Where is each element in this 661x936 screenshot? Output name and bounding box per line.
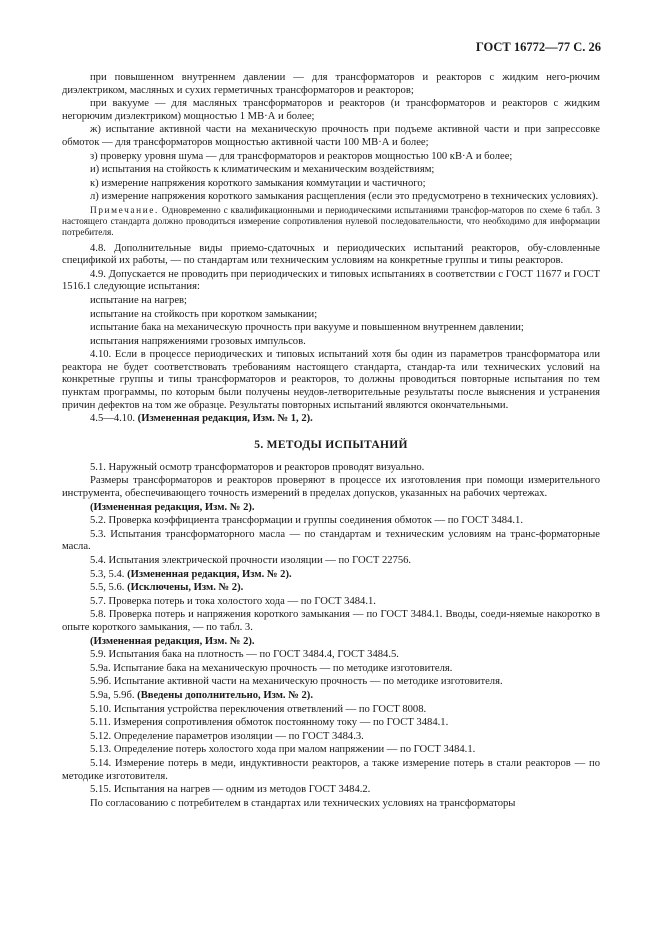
note-label: Примечание. <box>90 205 159 216</box>
list-item-zh: ж) испытание активной части на механическую прочность при подъеме активной части и при запрессовке обмоток — для трансформаторов мощностью активной части 100 МВ·А и более; <box>62 124 600 148</box>
paragraph: при повышенном внутреннем давлении — для трансформаторов и реакторов с жидким него-рючим диэлектриком, масляных и сухих герметичных трансформаторов и реакторов; <box>62 72 600 96</box>
amendment-ref: 4.5—4.10. <box>90 413 138 425</box>
clause-5-7: 5.7. Проверка потерь и тока холостого хода — по ГОСТ 3484.1. <box>90 595 376 607</box>
paragraph: при вакууме — для масляных трансформаторов и реакторов (и трансформаторов и реакторов с жидким негорючим диэлектриком) мощностью 1 МВ·А и более; <box>62 98 600 122</box>
amendment-ref: 5.5, 5.6. <box>90 582 128 594</box>
list-item: испытания напряжениями грозовых импульсов. <box>90 335 306 347</box>
list-item: испытание бака на механическую прочность при вакууме и повышенном внутреннем давлении; <box>90 322 524 334</box>
clause-5-14: 5.14. Измерение потерь в меди, индуктивности реакторов, а также измерение потерь в стали реакторов — по методике изготовителя. <box>62 757 600 782</box>
note-text: Одновременно с квалификационными и периодическими испытаниями трансфор-маторов по схеме 6 табл. 3 настоящего стандарта должно проводиться измерение сопротивления нулевой последовательности, что необходимо для информации потребителя. <box>62 205 600 239</box>
clause-5-4: 5.4. Испытания электрической прочности изоляции — по ГОСТ 22756. <box>90 555 412 567</box>
document-body <box>62 72 600 811</box>
paragraph: Размеры трансформаторов и реакторов проверяют в процессе их изготовления при помощи измерительного инструмента, обеспечивающего точность измерений в пределах допусков, указанных на рабочих чертежах. <box>62 475 600 500</box>
amendment-note <box>62 690 600 703</box>
clause-5-11: 5.11. Измерения сопротивления обмоток постоянному току — по ГОСТ 3484.1. <box>90 717 449 729</box>
amendment-note: (Измененная редакция, Изм. № 2). <box>90 635 255 647</box>
clause-4-9: 4.9. Допускается не проводить при периодических и типовых испытаниях в соответствии с ГОСТ 11677 и ГОСТ 1516.1 следующие испытания: <box>62 268 600 293</box>
clause-5-3: 5.3. Испытания трансформаторного масла — по стандартам и техническим условиям на транс-форматорные масла. <box>62 528 600 553</box>
amendment-text: (Введены дополнительно, Изм. № 2). <box>137 689 313 701</box>
clause-5-8: 5.8. Проверка потерь и напряжения короткого замыкания — по ГОСТ 3484.1. Вводы, соеди-няемые накоротко в опыте короткого замыкания, — по табл. 3. <box>62 609 600 633</box>
list-item-i: и) испытания на стойкость к климатическим и механическим воздействиям; <box>90 164 435 176</box>
clause-5-2: 5.2. Проверка коэффициента трансформации и группы соединения обмоток — по ГОСТ 3484.1. <box>90 515 523 527</box>
amendment-text: (Исключены, Изм. № 2). <box>127 582 244 594</box>
clause-5-9: 5.9. Испытания бака на плотность — по ГОСТ 3484.4, ГОСТ 3484.5. <box>90 649 399 661</box>
section-title: 5. МЕТОДЫ ИСПЫТАНИЙ <box>254 438 408 451</box>
amendment-note: (Измененная редакция, Изм. № 2). <box>90 501 255 513</box>
paragraph: По согласованию с потребителем в стандартах или технических условиях на трансформаторы <box>90 797 516 809</box>
clause-4-10: 4.10. Если в процессе периодических и типовых испытаний хотя бы один из параметров трансформатора или реактора не будет соответствовать требованиям настоящего стандарта, стандар-та или технических условий на конкретные группы и типы трансформаторов и реакторов, то должны проводиться повторные испытания по тем пунктам программы, по которым были получены неудов-летворительные результаты после выяснения и устранения причин дефектов на том же образце. Результаты повторных испытаний являются окончательными. <box>62 349 600 411</box>
clause-5-15: 5.15. Испытания на нагрев — одним из методов ГОСТ 3484.2. <box>90 784 371 796</box>
list-item-k: к) измерение напряжения короткого замыкания коммутации и частичного; <box>90 177 426 189</box>
clause-5-13: 5.13. Определение потерь холостого хода при малом напряжении — по ГОСТ 3484.1. <box>90 744 476 756</box>
clause-5-9a: 5.9а. Испытание бака на механическую прочность — по методике изготовителя. <box>90 662 453 674</box>
clause-5-9b: 5.9б. Испытание активной части на механическую прочность — по методике изготовителя. <box>90 676 503 688</box>
list-item-z: з) проверку уровня шума — для трансформаторов и реакторов мощностью 100 кВ·А и более; <box>90 150 513 162</box>
page-header: ГОСТ 16772—77 С. 26 <box>475 40 601 54</box>
clause-5-1: 5.1. Наружный осмотр трансформаторов и реакторов проводят визуально. <box>90 461 425 473</box>
amendment-text: (Измененная редакция, Изм. № 1, 2). <box>137 413 313 425</box>
amendment-text: (Измененная редакция, Изм. № 2). <box>127 568 292 580</box>
amendment-note <box>62 582 600 595</box>
amendment-note <box>62 569 600 582</box>
list-item-l: л) измерение напряжения короткого замыкания расщепления (если это предусмотрено в технических условиях). <box>90 191 599 203</box>
amendment-note <box>62 413 600 426</box>
amendment-ref: 5.9а, 5.9б. <box>90 689 138 701</box>
clause-5-12: 5.12. Определение параметров изоляции — по ГОСТ 3484.3. <box>90 730 364 742</box>
list-item: испытание на стойкость при коротком замыкании; <box>90 308 318 320</box>
amendment-ref: 5.3, 5.4. <box>90 568 128 580</box>
clause-4-8: 4.8. Дополнительные виды приемо-сдаточных и периодических испытаний реакторов, обу-словленные спецификой их работы, — по стандартам или техническим условиям на конкретные группы и типы реакторов. <box>62 242 600 267</box>
note <box>62 206 600 240</box>
list-item: испытание на нагрев; <box>90 294 187 306</box>
clause-5-10: 5.10. Испытания устройства переключения ответвлений — по ГОСТ 8008. <box>90 703 427 715</box>
